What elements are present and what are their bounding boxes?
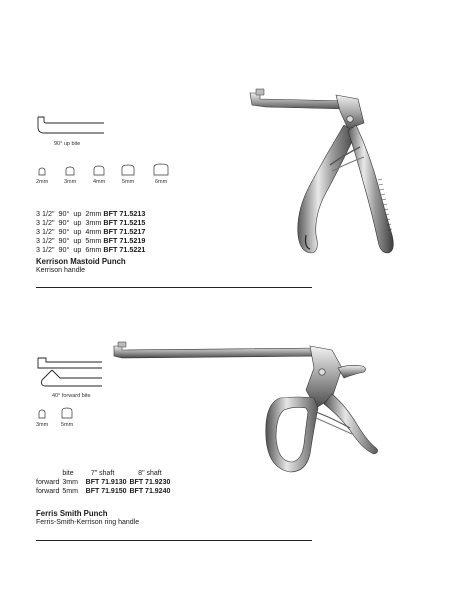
ferris-bite-label: 40° forward bite [52,393,91,399]
size: 2mm [85,209,102,218]
angle: 90° [58,218,70,227]
direction: up [73,245,82,254]
code-7-cell: BFT 71.9150 [85,488,127,495]
kerrison-size-icons [36,164,176,178]
table-row [36,478,173,487]
kerrison-size-label: 4mm [93,179,106,185]
length: 3 1/2" [36,236,55,245]
ferris-size-label: 3mm [36,422,49,428]
table-row [36,487,173,496]
direction: up [73,236,82,245]
spec-row [36,236,145,245]
length: 3 1/2" [36,227,55,236]
kerrison-punch-illustration [240,85,410,260]
column-header [36,469,62,478]
kerrison-spec-list [36,209,145,254]
direction: up [73,227,82,236]
angle: 90° [58,209,70,218]
size: 5mm [85,236,102,245]
kerrison-size-label: 5mm [122,179,135,185]
angle: 90° [58,236,70,245]
catalog-code: BFT 71.5215 [103,218,146,227]
catalog-code: BFT 71.5213 [103,209,146,218]
length: 3 1/2" [36,245,55,254]
bite-cell: 3mm [62,479,78,486]
kerrison-subtitle: Kerrison handle [36,267,86,274]
ferris-title: Ferris Smith Punch [36,509,108,518]
kerrison-bite-label: 90° up bite [54,141,81,147]
size: 3mm [85,218,102,227]
ferris-subtitle: Ferris-Smith-Kerrison ring handle [36,519,140,526]
code-8-cell: BFT 71.9230 [129,479,171,486]
kerrison-size-label: 3mm [64,179,77,185]
code-8-cell: BFT 71.9240 [129,488,171,495]
kerrison-size-label: 6mm [155,179,168,185]
direction: up [73,209,82,218]
kerrison-bite-diagram [36,115,106,135]
column-header: 8" shaft [138,470,162,477]
column-header: bite [62,470,74,477]
kerrison-title: Kerrison Mastoid Punch [36,257,126,266]
length: 3 1/2" [36,209,55,218]
spec-row [36,218,145,227]
ferris-size-icons [36,407,86,421]
size: 4mm [85,227,102,236]
ferris-bite-diagram [36,356,106,388]
catalog-code: BFT 71.5219 [103,236,146,245]
direction: up [73,218,82,227]
ferris-size-label: 5mm [61,422,74,428]
catalog-code: BFT 71.5217 [103,227,146,236]
catalog-code: BFT 71.5221 [103,245,146,254]
direction-cell: forward [36,479,60,486]
section-divider [36,540,312,541]
size: 6mm [85,245,102,254]
spec-row [36,227,145,236]
code-7-cell: BFT 71.9130 [85,479,127,486]
direction-cell: forward [36,488,60,495]
section-divider [36,287,312,288]
spec-row [36,245,145,254]
angle: 90° [58,245,70,254]
length: 3 1/2" [36,218,55,227]
bite-cell: 5mm [62,488,78,495]
ferris-punch-illustration [110,338,390,478]
angle: 90° [58,227,70,236]
spec-row [36,209,145,218]
column-header: 7" shaft [90,470,115,477]
kerrison-size-label: 2mm [36,179,49,185]
